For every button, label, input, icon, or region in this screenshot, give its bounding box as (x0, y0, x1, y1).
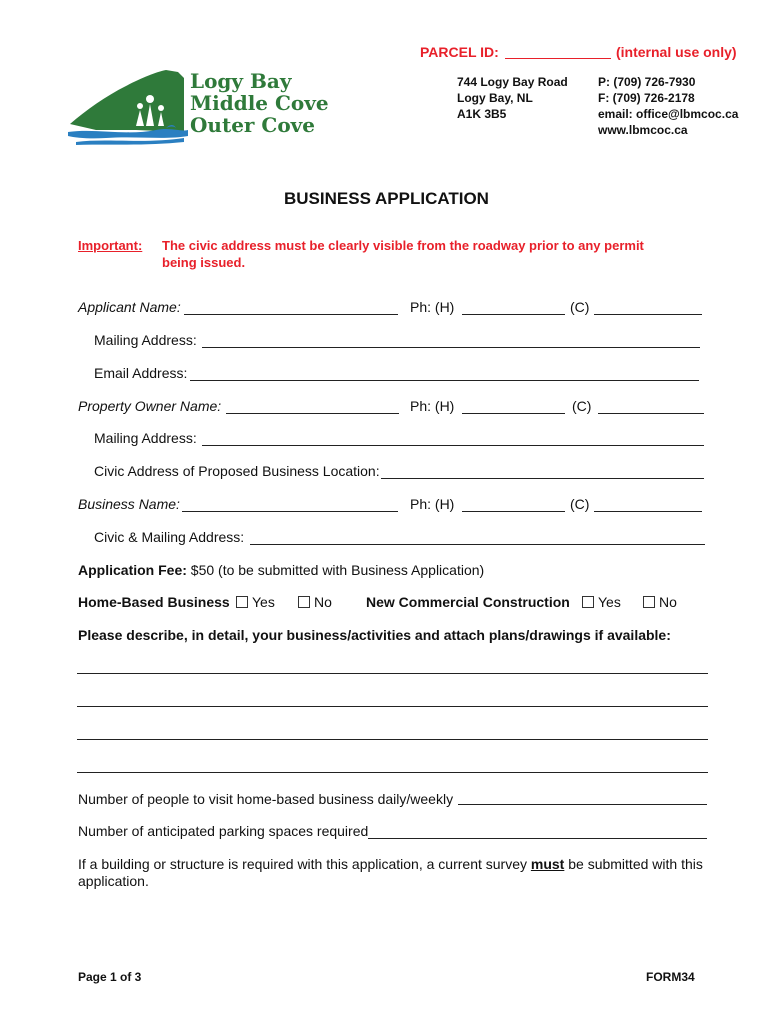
owner-ph-c-label: (C) (572, 398, 592, 414)
applicant-ph-h-field[interactable] (462, 314, 565, 315)
home-based-yes-checkbox[interactable] (236, 596, 248, 608)
home-based-no-label: No (314, 594, 332, 610)
home-based-yes[interactable] (236, 594, 275, 610)
application-fee-label: Application Fee: (78, 562, 187, 578)
owner-ph-c-field[interactable] (598, 413, 704, 414)
parcel-id-field[interactable] (505, 58, 611, 59)
new-commercial-no-label: No (659, 594, 677, 610)
new-commercial-no[interactable] (643, 594, 677, 610)
form-code: FORM34 (646, 970, 695, 984)
home-based-label: Home-Based Business (78, 594, 230, 610)
business-name-label: Business Name: (78, 496, 180, 512)
visitors-field[interactable] (458, 804, 707, 805)
property-owner-field[interactable] (226, 413, 399, 414)
parking-field[interactable] (368, 838, 707, 839)
application-fee (78, 562, 484, 578)
civic-address-business-label: Civic Address of Proposed Business Location: (94, 463, 380, 479)
home-based-no-checkbox[interactable] (298, 596, 310, 608)
civic-mailing-field[interactable] (250, 544, 705, 545)
logo (66, 66, 329, 146)
owner-ph-h-field[interactable] (462, 413, 565, 414)
civic-address-business-field[interactable] (381, 478, 704, 479)
application-fee-text: $50 (to be submitted with Business Application) (190, 562, 485, 578)
applicant-name-field[interactable] (184, 314, 398, 315)
address-line2: Logy Bay, NL (457, 91, 533, 105)
describe-line-2[interactable] (77, 706, 708, 707)
page-title: BUSINESS APPLICATION (284, 189, 489, 208)
new-commercial-yes-checkbox[interactable] (582, 596, 594, 608)
new-commercial-no-checkbox[interactable] (643, 596, 655, 608)
business-ph-c-label: (C) (570, 496, 590, 512)
describe-line-4[interactable] (77, 772, 708, 773)
contact-phone: P: (709) 726-7930 (598, 75, 696, 89)
applicant-ph-h-label: Ph: (H) (410, 299, 455, 315)
org-name-line2: Middle Cove (190, 91, 329, 115)
new-commercial-label: New Commercial Construction (366, 594, 570, 610)
address-line3: A1K 3B5 (457, 107, 507, 121)
email-address-field[interactable] (190, 380, 699, 381)
parcel-id-label: PARCEL ID: (420, 44, 499, 60)
visitors-label: Number of people to visit home-based business daily/weekly (78, 791, 454, 807)
business-ph-c-field[interactable] (594, 511, 702, 512)
contact-fax: F: (709) 726-2178 (598, 91, 695, 105)
new-commercial-yes[interactable] (582, 594, 621, 610)
home-based-no[interactable] (298, 594, 332, 610)
parking-label: Number of anticipated parking spaces required (78, 823, 369, 839)
survey-note-part1: If a building or structure is required with this application, a current survey (78, 856, 527, 872)
applicant-mailing-label: Mailing Address: (94, 332, 197, 348)
owner-mailing-field[interactable] (202, 445, 704, 446)
owner-ph-h-label: Ph: (H) (410, 398, 455, 414)
applicant-ph-c-label: (C) (570, 299, 590, 315)
important-label: Important: (78, 238, 143, 253)
describe-prompt: Please describe, in detail, your business/activities and attach plans/drawings if available: (78, 627, 671, 643)
survey-note-line2: application. (78, 873, 149, 889)
civic-mailing-label: Civic & Mailing Address: (94, 529, 245, 545)
org-name-line3: Outer Cove (190, 113, 316, 137)
parcel-id-note: (internal use only) (616, 44, 737, 60)
property-owner-label: Property Owner Name: (78, 398, 222, 414)
describe-line-3[interactable] (77, 739, 708, 740)
applicant-name-label: Applicant Name: (78, 299, 181, 315)
applicant-mailing-field[interactable] (202, 347, 700, 348)
survey-note-line1 (78, 856, 703, 872)
applicant-ph-c-field[interactable] (594, 314, 702, 315)
new-commercial-yes-label: Yes (598, 594, 621, 610)
owner-mailing-label: Mailing Address: (94, 430, 197, 446)
survey-note-must: must (530, 856, 565, 872)
business-ph-h-field[interactable] (462, 511, 565, 512)
contact-email[interactable]: email: office@lbmcoc.ca (598, 107, 739, 121)
org-name-line1: Logy Bay (190, 69, 292, 93)
survey-note-part2: be submitted with this (568, 856, 703, 872)
important-text-line2: being issued. (162, 255, 246, 270)
business-ph-h-label: Ph: (H) (410, 496, 455, 512)
email-address-label: Email Address: (94, 365, 188, 381)
business-name-field[interactable] (182, 511, 398, 512)
describe-line-1[interactable] (77, 673, 708, 674)
important-text-line1: The civic address must be clearly visible from the roadway prior to any permit (162, 238, 644, 253)
contact-website[interactable]: www.lbmcoc.ca (598, 123, 688, 137)
home-based-yes-label: Yes (252, 594, 275, 610)
page-number: Page 1 of 3 (78, 970, 142, 984)
address-line1: 744 Logy Bay Road (457, 75, 568, 89)
